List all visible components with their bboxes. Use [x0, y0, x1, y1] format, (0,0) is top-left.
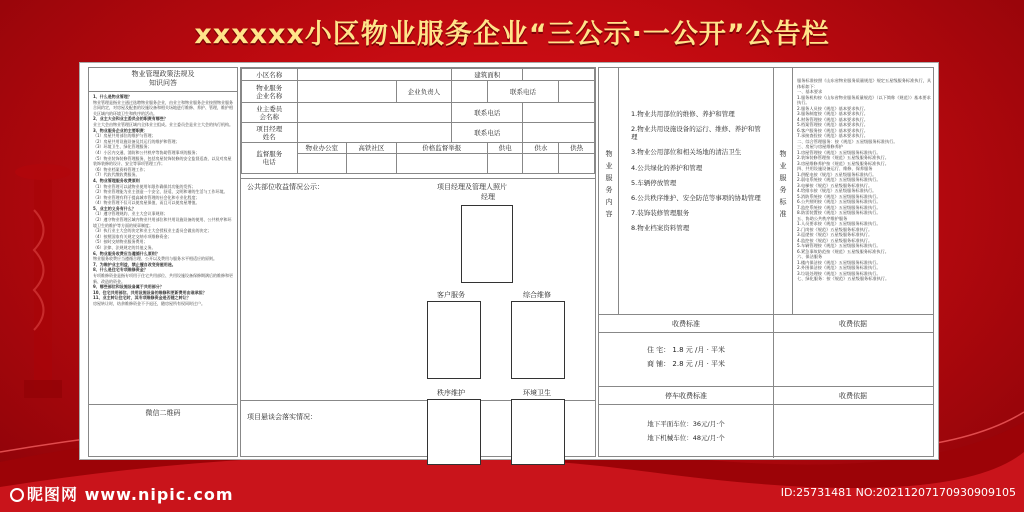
photos-heading: 项目经理及管理人照片	[437, 183, 507, 191]
standard-line: 4.监控按《规范》五星级服务标准执行。	[797, 237, 873, 243]
regulation-paragraph: 物业管理是指业主通过选聘物业服务企业，由业主和物业服务企业按照物业服务合同约定，对房屋及配套的设施设备和相关场地进行维修、养护、管理，维护相关区域内的环境卫生和秩序的活动。	[93, 99, 233, 116]
service-item: 1.物业共用部位的维修、养护和管理	[631, 110, 735, 118]
label-community-name: 小区名称	[242, 69, 298, 81]
standard-line: 6.客户服务按《规范》基本要求执行。	[797, 127, 868, 133]
standard-line: 3.服务制度按《规范》基本要求执行。	[797, 111, 868, 116]
sanitation-photo-frame	[511, 399, 565, 465]
regulation-paragraph: 6、物业服务收费应当遵循什么原则？	[93, 250, 160, 256]
regulation-paragraph: （6）法律、法规规定的其他义务。	[93, 245, 156, 251]
regulation-paragraph: 物业服务收费应当遵循合理、公开以及费用与服务水平相适应的原则。	[93, 256, 217, 262]
standard-line: 4.给排水按《规范》五星级服务标准执行。	[797, 188, 877, 193]
regulation-paragraph: （2）遵守物业管理区域内物业共用部位和共用设施设备的使用、公共秩序和环境卫生的维护等方面的规章制度；	[93, 217, 232, 228]
regulation-paragraph: （4）物业管理不仅可以使房屋保值，而且可以使房屋增值。	[93, 200, 200, 206]
fee-standard-label: 收费标准	[672, 320, 700, 328]
regulation-paragraph: （7）代收代缴收费服务。	[93, 172, 140, 178]
standard-line: 2.外围保洁按《规范》五星级服务标准执行。	[797, 265, 881, 270]
standard-line: 1.服务机构按《山东省物业服务质量规范》（以下简称《规范》）基本要求执行。	[797, 94, 931, 105]
supervision-col: 高铁社区	[347, 143, 397, 154]
public-income-label: 公共部位收益情况公示：	[247, 183, 324, 191]
regulation-paragraph: 8、什么是住宅专项维修资金？	[93, 267, 148, 273]
standard-line: 6.公共照明按《规范》五星级服务标准执行。	[797, 199, 881, 204]
regulation-paragraph: 专项维修资金是指专项用于住宅共用部位、共用设施设备保修期满后的维修和更新、改造的资金。	[93, 273, 233, 284]
supervision-col: 物业办公室	[297, 143, 347, 154]
service-panel	[598, 67, 934, 457]
standard-line: 七、绿化服务：按《规范》五星级服务标准执行。	[797, 276, 890, 281]
service-item: 6.公共秩序维护、安全防范等事项的协助管理	[631, 193, 761, 202]
regulation-paragraph: 7、为维护业主利益，禁止擅自改变房屋用途。	[93, 261, 176, 267]
regulation-paragraph: （2）房屋共用设施设备及其运行的维护和管理；	[93, 138, 180, 144]
standard-line: 6.紧急事故防范按《规范》五星级服务标准执行。	[797, 248, 889, 254]
value-company-head	[452, 81, 488, 103]
fee-basis-label: 收费依据	[839, 320, 867, 328]
regulations-text	[89, 92, 237, 418]
manager-photo-label: 经理	[481, 193, 495, 201]
fee-commercial: 商 铺： 2.8 元 /月 · 平米	[646, 360, 726, 368]
value-owners-committee	[297, 103, 452, 123]
regulation-paragraph: （3）执行业主大会的决定和业主大会授权业主委员会做出的决定；	[93, 228, 212, 234]
service-item: 4.公共绿化的养护和管理	[631, 163, 703, 172]
supervision-col: 供热	[559, 143, 595, 154]
regulation-paragraph: （3）环境卫生、绿化管理服务；	[93, 144, 152, 150]
standard-line: 2.门岗按《规范》五星级服务标准执行。	[797, 226, 873, 232]
standard-line: 1.人员要求按《规范》五星级服务标准执行。	[797, 221, 881, 226]
standard-line: 五、协助公共秩序维护服务	[797, 215, 848, 221]
regulation-paragraph: 1、什么是物业管理？	[93, 94, 132, 99]
page-title: xxxxxx小区物业服务企业“三公示·一公开”公告栏	[194, 19, 830, 50]
value-building-area	[523, 69, 595, 81]
regulation-paragraph: （1）房屋共用部位的维护与管理；	[93, 133, 156, 139]
regulation-paragraph: （4）按照国家有关规定交纳专项维修资金；	[93, 233, 172, 239]
supervision-col: 价格监督举报	[396, 143, 487, 154]
wechat-qr-box	[89, 404, 237, 456]
label-company-name: 物业服务 企业名称	[242, 81, 298, 103]
standard-line: 3.电梯按《规范》五星级服务标准执行。	[797, 182, 873, 188]
regulation-paragraph: 业主大会由物业管理区域内全体业主组成。业主委员会是业主大会的执行机构。	[93, 121, 233, 127]
value-community-name	[297, 69, 452, 81]
label-manager: 项目经理 姓名	[242, 123, 298, 143]
value-phone-2	[523, 103, 595, 123]
maintenance-label: 综合维修	[523, 291, 551, 299]
service-items-list	[631, 110, 761, 240]
label-company-head: 企业负责人	[396, 81, 452, 103]
label-building-area: 建筑面积	[452, 69, 523, 81]
regulation-paragraph: 4、物业管理服务收费原则	[93, 177, 140, 183]
standard-line: 六、保洁服务	[797, 254, 823, 259]
implementation-section	[241, 389, 595, 456]
standard-line: 三、房屋与房屋维修养护	[797, 144, 844, 149]
standard-line: 8.防雷装置按《规范》五星级服务标准执行。	[797, 210, 881, 215]
value-company-name	[297, 81, 396, 103]
label-phone-3: 联系电话	[452, 123, 523, 143]
label-supervision: 监督服务 电话	[242, 143, 298, 174]
regulation-paragraph: （3）物业管理有利于提高城市管理的社会化和专业化程度；	[93, 194, 200, 200]
regulation-paragraph: 房屋转让时，结余维修资金不予退还，随房屋所有权同时过户。	[93, 300, 205, 306]
nipic-logo-icon	[10, 488, 24, 502]
regulations-heading: 物业管理政策法规及 知识问答	[89, 68, 237, 92]
regulation-paragraph: （2）物业管理能为业主创造一个安全、舒适、文明和谐的生活与工作环境。	[93, 189, 228, 195]
value-phone-3	[523, 123, 595, 143]
info-panel	[240, 67, 596, 457]
fee-residential: 住 宅： 1.8 元 /月 · 平米	[646, 346, 726, 354]
supervision-col: 供水	[523, 143, 559, 154]
standard-line: 3.巡逻按《规范》五星级服务标准执行。	[797, 232, 873, 237]
regulations-panel	[88, 67, 238, 457]
service-item: 3.物业公用部位和相关场地的清洁卫生	[631, 148, 742, 157]
service-item: 2.物业共用设施设备的运行、维修、养护和管理	[631, 125, 761, 142]
standard-line: 二、综合管理服务：按《规范》五星级服务标准执行。	[797, 138, 898, 144]
customer-service-photo-frame	[427, 301, 481, 379]
maintenance-photo-frame	[511, 301, 565, 379]
nipic-watermark: 昵图网 www.nipic.com	[27, 485, 234, 504]
value-contact-phone	[559, 81, 595, 103]
standard-line: 3.房屋维修养护按《规范》五星级服务标准执行。	[797, 160, 889, 166]
service-content-vertical-label: 物 业 服 务 内 容	[605, 150, 613, 218]
standard-line: 2.服务人员按《规范》基本要求执行。	[797, 105, 868, 111]
regulation-paragraph: 2、业主大会和业主委员会的职责有哪些？	[93, 116, 168, 122]
implementation-label: 项目悬谈会落实情况：	[247, 413, 317, 421]
standard-line: 5.消防系统按《规范》五星级服务标准执行。	[797, 193, 881, 199]
standard-line: 3.垃圾处理按《规范》五星级服务标准执行。	[797, 270, 881, 276]
standard-line: 2.弱电系统按《规范》五星级服务标准执行。	[797, 177, 881, 182]
regulation-paragraph: （4）小区内交通、消防和公共秩序等协助管理事项的服务；	[93, 149, 200, 155]
huabiao-pillar-icon	[8, 150, 78, 410]
info-table	[241, 68, 595, 174]
customer-service-label: 客户服务	[437, 291, 465, 299]
fee-ground-parking: 地下平面车位：36元/月·个	[647, 420, 725, 428]
supervision-col: 供电	[487, 143, 523, 154]
regulation-paragraph: 10、住宅共用部位、共用设施设备的维修和更新费用由谁承担？	[93, 289, 207, 295]
standard-line: 7.承接查验按《规范》基本要求执行。	[797, 133, 868, 138]
sanitation-label: 环境卫生	[523, 389, 551, 397]
label-contact-phone: 联系电话	[487, 81, 558, 103]
regulation-paragraph: 5、业主的义务有什么？	[93, 205, 136, 211]
regulation-paragraph: （6）物业档案资料管理工作；	[93, 166, 148, 172]
service-item: 8.物业档案资料管理	[631, 224, 690, 233]
regulation-paragraph: （1）遵守管理规约、业主大会议事规则；	[93, 211, 168, 217]
standard-line: 7.监控系统按《规范》五星级服务标准执行。	[797, 204, 881, 210]
regulation-paragraph: （5）按时交纳物业服务费用；	[93, 239, 148, 245]
standard-line: 4.财务管理按《规范》基本要求执行。	[797, 116, 868, 122]
label-phone-2: 联系电话	[452, 103, 523, 123]
parking-standard-label: 停车收费标准	[665, 392, 707, 400]
standard-line: 四、共用设施设备运行、维修、保养服务	[797, 166, 873, 171]
standard-line: 1.供配电按《规范》五星级服务标准执行。	[797, 171, 877, 177]
value-manager	[297, 123, 452, 143]
standard-line: 一、基本要求	[797, 89, 823, 94]
service-standard-vertical-label: 物 业 服 务 标 准	[779, 150, 787, 218]
standard-line: 1.楼内保洁按《规范》五星级服务标准执行。	[797, 259, 881, 265]
parking-basis-label: 收费依据	[839, 392, 867, 400]
regulation-paragraph: （5）物业装饰装修管理服务，包括房屋装饰装修的安全监督巡查，以及对房屋装饰装修的设计、安全等事项管理工作；	[93, 155, 232, 167]
service-item: 7.装饰装修管理服务	[631, 209, 690, 218]
standard-line: 服务标准按照《山东省物业服务质量规范》规定五星级服务标准执行，具体标如下：	[797, 78, 931, 89]
service-standard-text	[797, 78, 931, 310]
fee-mechanical-parking: 地下机械车位：48元/月·个	[647, 434, 725, 442]
service-item: 5.车辆停放管理	[631, 178, 677, 187]
regulation-paragraph: 11、业主转让住宅时，其专项维修资金是否随之转让？	[93, 295, 191, 301]
regulation-paragraph: 9、哪些部位和设施设备属于共用部分？	[93, 284, 164, 290]
standard-line: 5.车辆管理按《规范》五星级服务标准执行。	[797, 243, 881, 248]
standard-line: 5.档案管理按《规范》基本要求执行。	[797, 122, 868, 127]
order-photo-frame	[427, 399, 481, 465]
regulation-paragraph: 3、物业服务企业的主要职责：	[93, 127, 148, 133]
image-id-text: ID:25731481 NO:20211207170930909105	[780, 486, 1016, 499]
standard-line: 1.房屋管理按《规范》五星级服务标准执行。	[797, 149, 881, 155]
label-owners-committee: 业主委员 会名称	[242, 103, 298, 123]
standard-line: 2.装饰装修管理按《规范》五星级服务标准执行。	[797, 155, 889, 160]
nipic-logo	[10, 482, 234, 505]
manager-photo-frame	[461, 205, 513, 283]
wechat-qr-label: 微信二维码	[145, 409, 181, 417]
order-label: 秩序维护	[437, 389, 465, 397]
regulation-paragraph: （1）物业管理可以就物业使用年限作确保其功能的发挥；	[93, 183, 196, 189]
bulletin-board	[79, 62, 939, 460]
public-income-section	[241, 178, 595, 400]
